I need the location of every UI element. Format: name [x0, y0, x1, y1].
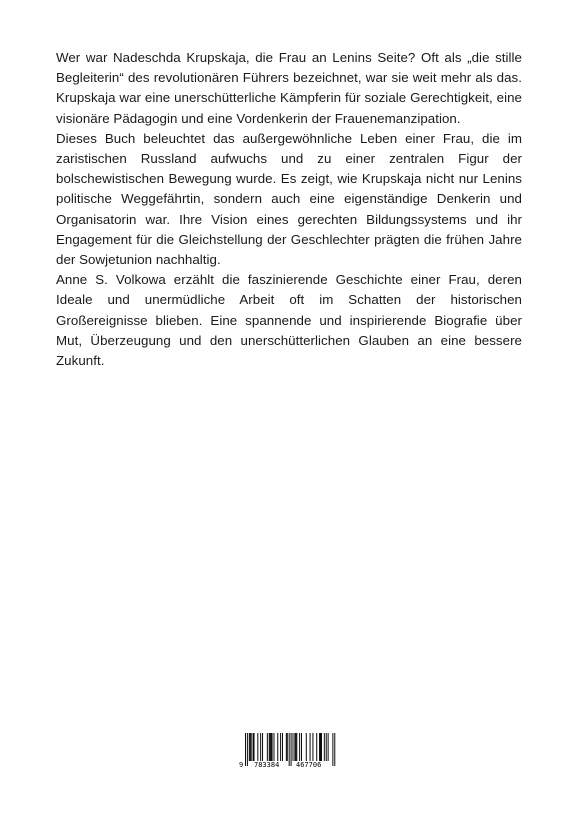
barcode-bar	[287, 733, 288, 761]
blurb-paragraph-1: Wer war Nadeschda Krupskaja, die Frau an Lenins Seite? Oft als „die stille Begleiterin“ des revolutionären Führers bezeichnet, war sie weit mehr als das. Krupskaja war eine unerschütterliche Kämpferin für soziale Gerechtigkeit, eine visionäre Pädagogin und eine Vordenkerin der Frauenemanzipation.	[56, 50, 522, 126]
barcode-bar	[251, 733, 252, 761]
blurb-paragraph-2: Dieses Buch beleuchtet das außergewöhnliche Leben einer Frau, die im zaristischen Russland aufwuchs und zu einer zentralen Figur der bolschewistischen Bewegung wurde. Es zeigt, wie Krupskaja nicht nur Lenins politische Weggefährtin, sondern auch eine eigenständige Denkerin und Organisatorin war. Ihre Vision eines gerechten Bildungssystems und ihr Engagement für die Gleichstellung der Geschlechter prägten die frühen Jahre der Sowjetunion nachhaltig.	[56, 130, 522, 268]
barcode-bar	[250, 733, 251, 761]
blurb-paragraph-3: Anne S. Volkowa erzählt die faszinierende Geschichte einer Frau, deren Ideale und unermüdliche Arbeit oft im Schatten der historischen Großereignisse blieben. Eine spannende und inspirierende Biografie über Mut, Überzeugung und den unerschütterlichen Glauben an eine bessere Zukunft.	[56, 272, 522, 369]
barcode-digits	[238, 761, 342, 771]
blurb-text	[56, 48, 522, 371]
barcode-bar	[295, 733, 296, 761]
barcode-bar	[306, 733, 307, 761]
barcode-bar	[267, 733, 268, 761]
isbn-barcode	[238, 733, 342, 769]
barcode-bar	[286, 733, 287, 761]
barcode-bar	[254, 733, 255, 761]
barcode-bar	[271, 733, 272, 761]
barcode-bar	[324, 733, 325, 761]
barcode-bar	[328, 733, 329, 761]
barcode-bar	[299, 733, 300, 761]
barcode-bar	[310, 733, 311, 761]
barcode-bar	[257, 733, 258, 761]
barcode-bar	[294, 733, 295, 761]
barcode-bar	[272, 733, 273, 761]
barcode-bar	[280, 733, 281, 761]
barcode-bar	[274, 733, 275, 761]
barcode-bar	[277, 733, 278, 761]
barcode-bar	[270, 733, 271, 761]
barcode-first-digit: 9	[239, 761, 244, 769]
barcode-bar	[316, 733, 317, 761]
barcode-bar	[301, 733, 302, 761]
barcode-bar	[321, 733, 322, 761]
barcode-bar	[326, 733, 327, 761]
barcode-bar	[249, 733, 250, 761]
barcode-bar	[312, 733, 313, 761]
barcode-bar	[282, 733, 283, 761]
barcode-left-group: 783384	[254, 761, 280, 769]
barcode-bar	[319, 733, 320, 761]
barcode-bar	[269, 733, 270, 761]
barcode-bar	[320, 733, 321, 761]
barcode-bar	[296, 733, 297, 761]
barcode-right-group: 467706	[296, 761, 322, 769]
barcode-bar	[293, 733, 294, 761]
barcode-bar	[260, 733, 261, 761]
barcode-bar	[262, 733, 263, 761]
barcode-bar	[253, 733, 254, 761]
